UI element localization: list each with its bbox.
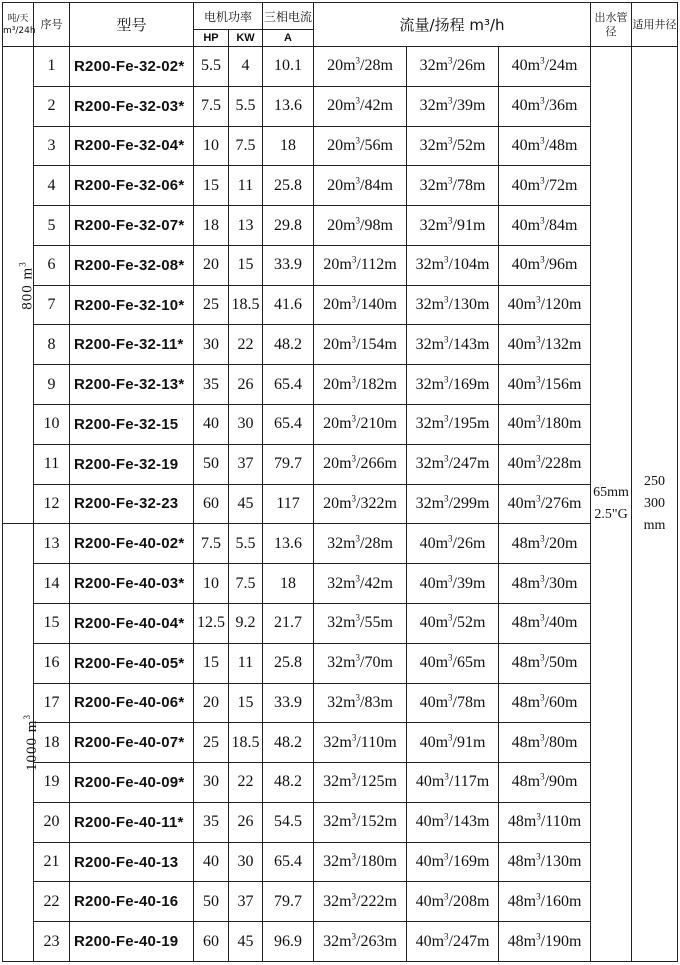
amp-cell: 48.2	[263, 325, 314, 365]
seq-cell: 5	[34, 206, 70, 246]
model-cell: R200-Fe-40-13	[70, 842, 194, 882]
flow-head-cell: $32m^3/195m$	[407, 405, 499, 445]
flow-head-cell: $32m^3/39m$	[407, 86, 499, 126]
kw-cell: 13	[229, 206, 263, 246]
table-row	[3, 245, 678, 285]
header-outlet-pipe: 出水管径	[591, 3, 632, 47]
hp-cell: 20	[194, 245, 229, 285]
seq-cell: 15	[34, 603, 70, 643]
flow-head-cell: $40m^3/96m$	[499, 245, 591, 285]
amp-cell: 10.1	[263, 47, 314, 87]
table-row	[3, 444, 678, 484]
model-cell: R200-Fe-32-02*	[70, 47, 194, 87]
table-row	[3, 126, 678, 166]
seq-cell: 7	[34, 285, 70, 325]
amp-cell: 33.9	[263, 245, 314, 285]
kw-cell: 22	[229, 325, 263, 365]
model-cell: R200-Fe-32-19	[70, 444, 194, 484]
flow-head-cell: $40m^3/72m$	[499, 166, 591, 206]
flow-head-cell: $20m^3/84m$	[314, 166, 407, 206]
flow-head-cell: $32m^3/26m$	[407, 47, 499, 87]
flow-head-cell: $20m^3/140m$	[314, 285, 407, 325]
model-cell: R200-Fe-40-07*	[70, 723, 194, 763]
flow-head-cell: $40m^3/65m$	[407, 643, 499, 683]
flow-head-cell: $20m^3/98m$	[314, 206, 407, 246]
seq-cell: 6	[34, 245, 70, 285]
model-cell: R200-Fe-32-13*	[70, 365, 194, 405]
amp-cell: 29.8	[263, 206, 314, 246]
daily-flow-label: 1000 $m^3$	[21, 714, 40, 772]
flow-head-cell: $20m^3/266m$	[314, 444, 407, 484]
flow-head-cell: $20m^3/112m$	[314, 245, 407, 285]
flow-head-cell: $48m^3/190m$	[499, 922, 591, 962]
flow-head-cell: $40m^3/169m$	[407, 842, 499, 882]
model-cell: R200-Fe-40-16	[70, 882, 194, 922]
amp-cell: 48.2	[263, 763, 314, 803]
flow-head-cell: $40m^3/36m$	[499, 86, 591, 126]
kw-cell: 30	[229, 842, 263, 882]
hp-cell: 35	[194, 802, 229, 842]
table-row	[3, 484, 678, 524]
flow-head-cell: $40m^3/120m$	[499, 285, 591, 325]
flow-head-cell: $40m^3/143m$	[407, 802, 499, 842]
amp-cell: 41.6	[263, 285, 314, 325]
flow-head-cell: $32m^3/143m$	[407, 325, 499, 365]
pump-spec-table	[2, 2, 678, 962]
flow-head-cell: $40m^3/156m$	[499, 365, 591, 405]
flow-head-cell: $32m^3/28m$	[314, 524, 407, 564]
outlet-pipe-cell	[591, 47, 632, 962]
kw-cell: 26	[229, 365, 263, 405]
table-row	[3, 206, 678, 246]
flow-head-cell: $40m^3/180m$	[499, 405, 591, 445]
hp-cell: 12.5	[194, 603, 229, 643]
kw-cell: 11	[229, 166, 263, 206]
flow-head-cell: $48m^3/20m$	[499, 524, 591, 564]
amp-cell: 21.7	[263, 603, 314, 643]
flow-head-cell: $40m^3/84m$	[499, 206, 591, 246]
table-row	[3, 842, 678, 882]
amp-cell: 13.6	[263, 524, 314, 564]
table-row	[3, 524, 678, 564]
model-cell: R200-Fe-32-10*	[70, 285, 194, 325]
hp-cell: 60	[194, 484, 229, 524]
kw-cell: 5.5	[229, 524, 263, 564]
table-row	[3, 325, 678, 365]
hp-cell: 20	[194, 683, 229, 723]
seq-cell: 14	[34, 564, 70, 604]
table-row	[3, 882, 678, 922]
table-row	[3, 802, 678, 842]
hp-cell: 40	[194, 405, 229, 445]
seq-cell: 3	[34, 126, 70, 166]
flow-head-cell: $40m^3/208m$	[407, 882, 499, 922]
table-body	[3, 47, 678, 962]
amp-cell: 65.4	[263, 842, 314, 882]
model-cell: R200-Fe-32-15	[70, 405, 194, 445]
flow-head-cell: $32m^3/247m$	[407, 444, 499, 484]
flow-head-cell: $48m^3/60m$	[499, 683, 591, 723]
seq-cell: 8	[34, 325, 70, 365]
table-row	[3, 643, 678, 683]
model-cell: R200-Fe-40-03*	[70, 564, 194, 604]
flow-head-cell: $32m^3/130m$	[407, 285, 499, 325]
flow-head-cell: $32m^3/70m$	[314, 643, 407, 683]
header-model: 型号	[70, 3, 194, 47]
seq-cell: 18	[34, 723, 70, 763]
flow-head-cell: $40m^3/117m$	[407, 763, 499, 803]
model-cell: R200-Fe-40-11*	[70, 802, 194, 842]
header-motor-power: 电机功率	[194, 3, 263, 30]
flow-head-cell: $40m^3/48m$	[499, 126, 591, 166]
seq-cell: 2	[34, 86, 70, 126]
flow-head-cell: $20m^3/154m$	[314, 325, 407, 365]
model-cell: R200-Fe-40-19	[70, 922, 194, 962]
amp-cell: 96.9	[263, 922, 314, 962]
hp-cell: 50	[194, 882, 229, 922]
kw-cell: 37	[229, 444, 263, 484]
kw-cell: 22	[229, 763, 263, 803]
model-cell: R200-Fe-40-09*	[70, 763, 194, 803]
flow-head-cell: $48m^3/30m$	[499, 564, 591, 604]
seq-cell: 1	[34, 47, 70, 87]
model-cell: R200-Fe-32-23	[70, 484, 194, 524]
seq-cell: 4	[34, 166, 70, 206]
hp-cell: 15	[194, 643, 229, 683]
table-row	[3, 922, 678, 962]
amp-cell: 54.5	[263, 802, 314, 842]
model-cell: R200-Fe-32-04*	[70, 126, 194, 166]
model-cell: R200-Fe-32-06*	[70, 166, 194, 206]
flow-head-cell: $20m^3/28m$	[314, 47, 407, 87]
hp-cell: 25	[194, 723, 229, 763]
kw-cell: 7.5	[229, 564, 263, 604]
outlet-pipe-value: 2.5"G	[594, 507, 628, 522]
flow-head-cell: $32m^3/104m$	[407, 245, 499, 285]
seq-cell: 16	[34, 643, 70, 683]
table-row	[3, 166, 678, 206]
amp-cell: 65.4	[263, 405, 314, 445]
header-current: 三相电流	[263, 3, 314, 30]
flow-head-cell: $32m^3/42m$	[314, 564, 407, 604]
seq-cell: 17	[34, 683, 70, 723]
kw-cell: 26	[229, 802, 263, 842]
flow-head-cell: $32m^3/83m$	[314, 683, 407, 723]
table-row	[3, 86, 678, 126]
kw-cell: 18.5	[229, 723, 263, 763]
flow-head-cell: $48m^3/160m$	[499, 882, 591, 922]
hp-cell: 10	[194, 564, 229, 604]
amp-cell: 25.8	[263, 166, 314, 206]
model-cell: R200-Fe-32-03*	[70, 86, 194, 126]
hp-cell: 7.5	[194, 524, 229, 564]
hp-cell: 50	[194, 444, 229, 484]
model-cell: R200-Fe-32-08*	[70, 245, 194, 285]
model-cell: R200-Fe-40-06*	[70, 683, 194, 723]
seq-cell: 21	[34, 842, 70, 882]
hp-cell: 35	[194, 365, 229, 405]
flow-head-cell: $32m^3/222m$	[314, 882, 407, 922]
daily-flow-label: 800 $m^3$	[17, 260, 36, 310]
flow-head-cell: $32m^3/169m$	[407, 365, 499, 405]
flow-head-cell: $40m^3/247m$	[407, 922, 499, 962]
amp-cell: 48.2	[263, 723, 314, 763]
flow-head-cell: $48m^3/110m$	[499, 802, 591, 842]
outlet-pipe-value: 65mm	[593, 485, 629, 500]
hp-cell: 30	[194, 763, 229, 803]
model-cell: R200-Fe-32-11*	[70, 325, 194, 365]
kw-cell: 11	[229, 643, 263, 683]
hp-cell: 10	[194, 126, 229, 166]
kw-cell: 30	[229, 405, 263, 445]
flow-head-cell: $40m^3/276m$	[499, 484, 591, 524]
flow-head-cell: $32m^3/52m$	[407, 126, 499, 166]
seq-cell: 12	[34, 484, 70, 524]
flow-head-cell: $32m^3/55m$	[314, 603, 407, 643]
kw-cell: 5.5	[229, 86, 263, 126]
amp-cell: 25.8	[263, 643, 314, 683]
kw-cell: 37	[229, 882, 263, 922]
kw-cell: 15	[229, 683, 263, 723]
flow-head-cell: $32m^3/91m$	[407, 206, 499, 246]
header-daily-flow: 吨/天 m³/24h	[3, 3, 34, 47]
flow-head-cell: $40m^3/52m$	[407, 603, 499, 643]
flow-head-cell: $20m^3/182m$	[314, 365, 407, 405]
flow-head-cell: $20m^3/56m$	[314, 126, 407, 166]
table-row	[3, 763, 678, 803]
flow-head-cell: $32m^3/78m$	[407, 166, 499, 206]
hp-cell: 40	[194, 842, 229, 882]
model-cell: R200-Fe-32-07*	[70, 206, 194, 246]
flow-head-cell: $32m^3/299m$	[407, 484, 499, 524]
seq-cell: 19	[34, 763, 70, 803]
flow-head-cell: $20m^3/322m$	[314, 484, 407, 524]
well-diameter-value: 250	[644, 474, 666, 489]
flow-head-cell: $40m^3/228m$	[499, 444, 591, 484]
kw-cell: 45	[229, 484, 263, 524]
seq-cell: 13	[34, 524, 70, 564]
flow-head-cell: $48m^3/80m$	[499, 723, 591, 763]
daily-flow-cell	[3, 524, 40, 962]
kw-cell: 18.5	[229, 285, 263, 325]
header-seq: 序号	[34, 3, 70, 47]
daily-flow-cell	[3, 47, 34, 524]
kw-cell: 15	[229, 245, 263, 285]
seq-cell: 20	[34, 802, 70, 842]
hp-cell: 7.5	[194, 86, 229, 126]
flow-head-cell: $20m^3/42m$	[314, 86, 407, 126]
hp-cell: 18	[194, 206, 229, 246]
flow-head-cell: $32m^3/125m$	[314, 763, 407, 803]
seq-cell: 23	[34, 922, 70, 962]
amp-cell: 117	[263, 484, 314, 524]
amp-cell: 18	[263, 126, 314, 166]
amp-cell: 18	[263, 564, 314, 604]
model-cell: R200-Fe-40-02*	[70, 524, 194, 564]
well-diameter-cell	[632, 47, 678, 962]
seq-cell: 9	[34, 365, 70, 405]
flow-head-cell: $48m^3/50m$	[499, 643, 591, 683]
amp-cell: 79.7	[263, 444, 314, 484]
hp-cell: 15	[194, 166, 229, 206]
seq-cell: 11	[34, 444, 70, 484]
flow-head-cell: $32m^3/110m$	[314, 723, 407, 763]
header-amp: A	[263, 30, 314, 47]
amp-cell: 79.7	[263, 882, 314, 922]
flow-head-cell: $40m^3/26m$	[407, 524, 499, 564]
flow-head-cell: $40m^3/132m$	[499, 325, 591, 365]
amp-cell: 13.6	[263, 86, 314, 126]
flow-head-cell: $40m^3/24m$	[499, 47, 591, 87]
header-hp: HP	[194, 30, 229, 47]
model-cell: R200-Fe-40-04*	[70, 603, 194, 643]
hp-cell: 25	[194, 285, 229, 325]
header-well-diameter: 适用井径	[632, 3, 678, 47]
seq-cell: 22	[34, 882, 70, 922]
flow-head-cell: $40m^3/91m$	[407, 723, 499, 763]
well-diameter-value: mm	[643, 518, 666, 533]
amp-cell: 33.9	[263, 683, 314, 723]
kw-cell: 7.5	[229, 126, 263, 166]
hp-cell: 60	[194, 922, 229, 962]
well-diameter-value: 300	[644, 496, 666, 511]
amp-cell: 65.4	[263, 365, 314, 405]
table-row	[3, 683, 678, 723]
header-flow-head: 流量/扬程 m³/h	[314, 3, 591, 47]
flow-head-cell: $48m^3/130m$	[499, 842, 591, 882]
flow-head-cell: $32m^3/263m$	[314, 922, 407, 962]
kw-cell: 9.2	[229, 603, 263, 643]
table-row	[3, 405, 678, 445]
flow-head-cell: $20m^3/210m$	[314, 405, 407, 445]
flow-head-cell: $48m^3/90m$	[499, 763, 591, 803]
hp-cell: 30	[194, 325, 229, 365]
table-row	[3, 723, 678, 763]
flow-head-cell: $32m^3/180m$	[314, 842, 407, 882]
model-cell: R200-Fe-40-05*	[70, 643, 194, 683]
hp-cell: 5.5	[194, 47, 229, 87]
table-row	[3, 564, 678, 604]
flow-head-cell: $32m^3/152m$	[314, 802, 407, 842]
seq-cell: 10	[34, 405, 70, 445]
kw-cell: 4	[229, 47, 263, 87]
table-row	[3, 365, 678, 405]
kw-cell: 45	[229, 922, 263, 962]
flow-head-cell: $40m^3/78m$	[407, 683, 499, 723]
table-row	[3, 47, 678, 87]
flow-head-cell: $48m^3/40m$	[499, 603, 591, 643]
flow-head-cell: $40m^3/39m$	[407, 564, 499, 604]
table-row	[3, 603, 678, 643]
table-row	[3, 285, 678, 325]
header-kw: KW	[229, 30, 263, 47]
